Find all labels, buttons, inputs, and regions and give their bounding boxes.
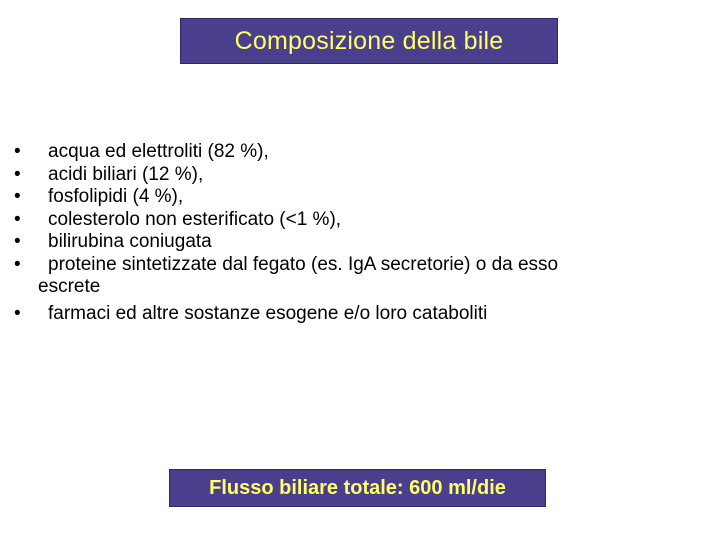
bullet-marker: • — [14, 253, 21, 275]
list-item — [0, 303, 720, 326]
flow-box — [169, 469, 546, 507]
list-item-text: colesterolo non esterificato (<1 %), — [48, 208, 342, 230]
list-item — [0, 209, 720, 232]
bullet-marker: • — [14, 231, 21, 252]
list-item — [0, 186, 720, 209]
bullet-marker: • — [14, 186, 21, 207]
bullet-marker: • — [14, 302, 21, 324]
list-item — [0, 231, 720, 254]
list-item-text: acqua ed elettroliti (82 %), — [48, 141, 269, 162]
list-item — [0, 141, 720, 164]
list-item — [0, 254, 720, 299]
bullet-marker: • — [14, 141, 21, 162]
list-item-text: proteine sintetizzate dal fegato (es. IgA secretorie) o da esso — [48, 253, 559, 275]
list-item-text: farmaci ed altre sostanze esogene e/o loro cataboliti — [48, 302, 488, 324]
bullet-marker: • — [14, 163, 21, 185]
slide-title: Composizione della bile — [234, 26, 504, 55]
list-item — [0, 164, 720, 187]
list-item-text-continuation: escrete — [38, 276, 101, 297]
bullet-list — [0, 141, 720, 325]
list-item-text: bilirubina coniugata — [48, 231, 212, 252]
flow-label: Flusso biliare totale: 600 ml/die — [209, 476, 506, 499]
list-item-text: acidi biliari (12 %), — [48, 163, 204, 185]
bullet-marker: • — [14, 208, 21, 230]
title-box — [180, 18, 558, 64]
list-item-text: fosfolipidi (4 %), — [48, 186, 184, 207]
